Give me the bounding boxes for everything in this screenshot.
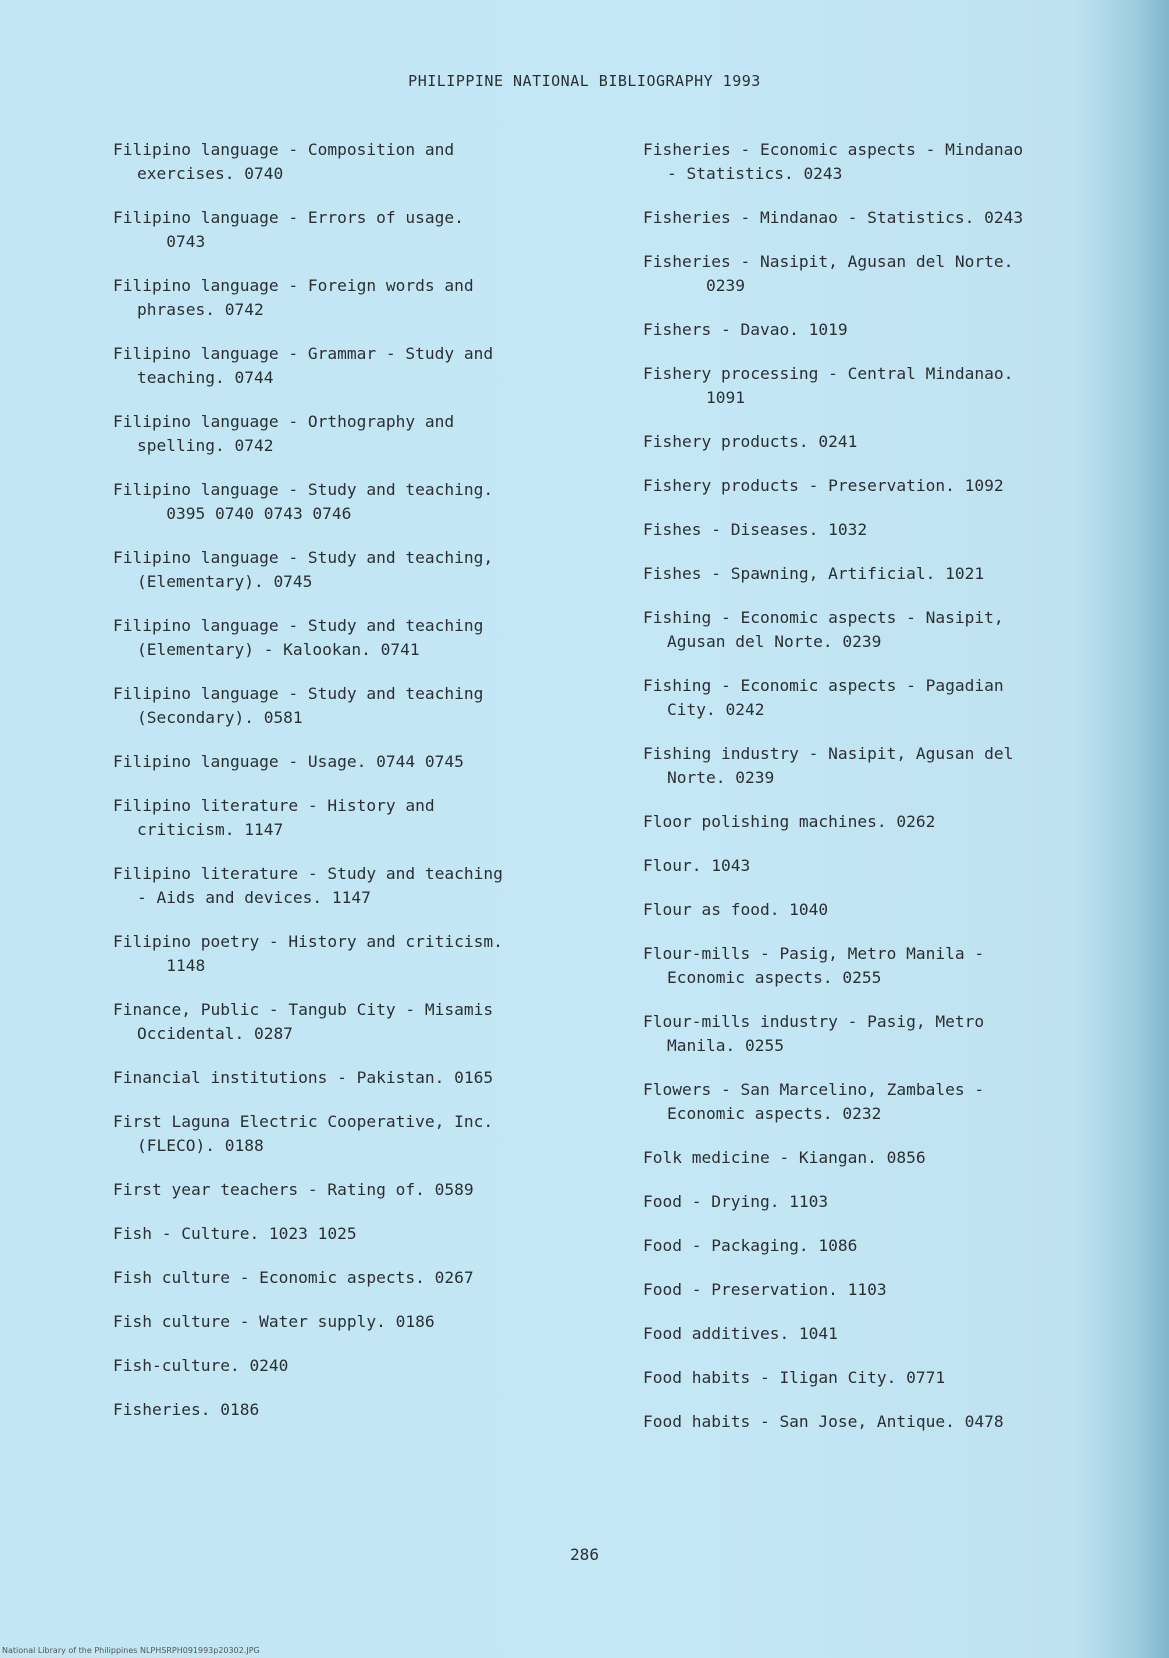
index-entry: Filipino language - Study and teaching. 0395 0740 0743 0746 [113, 480, 494, 523]
index-entry: Fishery processing - Central Mindanao. 1091 [643, 364, 1014, 407]
index-entry: Filipino language - Orthography and spelling. 0742 [113, 412, 455, 455]
index-entry: Fish - Culture. 1023 1025 [113, 1224, 357, 1243]
index-entry: Fishery products - Preservation. 1092 [643, 476, 1004, 495]
index-entry: Fisheries - Nasipit, Agusan del Norte. 0239 [643, 252, 1014, 295]
index-entry: Food additives. 1041 [643, 1324, 838, 1343]
scan-footer: National Library of the Philippines NLPHSRPH091993p20302.JPG [2, 1646, 260, 1655]
index-entry: Filipino language - Study and teaching (Secondary). 0581 [113, 684, 484, 727]
index-entry: Filipino literature - Study and teaching - Aids and devices. 1147 [113, 864, 503, 907]
page-header: PHILIPPINE NATIONAL BIBLIOGRAPHY 1993 [408, 72, 761, 90]
page-number: 286 [570, 1545, 599, 1564]
index-entry: Fishery products. 0241 [643, 432, 858, 451]
left-column [113, 138, 603, 1422]
index-entry: Food - Drying. 1103 [643, 1192, 829, 1211]
index-entry: Filipino poetry - History and criticism. 1148 [113, 932, 503, 975]
index-entry: Filipino literature - History and criticism. 1147 [113, 796, 435, 839]
index-entry: Flour-mills - Pasig, Metro Manila - Economic aspects. 0255 [643, 944, 985, 987]
index-entry: Fisheries - Mindanao - Statistics. 0243 [643, 208, 1024, 227]
index-entry: Fish-culture. 0240 [113, 1356, 289, 1375]
index-entry: Finance, Public - Tangub City - Misamis Occidental. 0287 [113, 1000, 494, 1043]
index-entry: Fishers - Davao. 1019 [643, 320, 848, 339]
index-entry: Food - Packaging. 1086 [643, 1236, 858, 1255]
index-entry: Filipino language - Study and teaching (Elementary) - Kalookan. 0741 [113, 616, 484, 659]
index-entry: Fish culture - Water supply. 0186 [113, 1312, 435, 1331]
index-entry: Food habits - Iligan City. 0771 [643, 1368, 946, 1387]
index-entry: Fishing - Economic aspects - Pagadian City. 0242 [643, 676, 1004, 719]
index-entry: Fishing - Economic aspects - Nasipit, Agusan del Norte. 0239 [643, 608, 1004, 651]
index-entry: Flowers - San Marcelino, Zambales - Economic aspects. 0232 [643, 1080, 985, 1123]
index-entry: Financial institutions - Pakistan. 0165 [113, 1068, 494, 1087]
index-entry: Folk medicine - Kiangan. 0856 [643, 1148, 926, 1167]
index-entry: Flour-mills industry - Pasig, Metro Manila. 0255 [643, 1012, 985, 1055]
index-entry: Fishing industry - Nasipit, Agusan del Norte. 0239 [643, 744, 1014, 787]
index-entry: Flour as food. 1040 [643, 900, 829, 919]
index-entry: Food - Preservation. 1103 [643, 1280, 887, 1299]
index-entry: Filipino language - Grammar - Study and teaching. 0744 [113, 344, 494, 387]
index-entry: Fish culture - Economic aspects. 0267 [113, 1268, 474, 1287]
index-entry: Flour. 1043 [643, 856, 751, 875]
index-entry: First Laguna Electric Cooperative, Inc. (FLECO). 0188 [113, 1112, 494, 1155]
right-column [643, 138, 1123, 1434]
index-entry: Filipino language - Errors of usage. 0743 [113, 208, 464, 251]
index-entry: First year teachers - Rating of. 0589 [113, 1180, 474, 1199]
index-entry: Filipino language - Foreign words and phrases. 0742 [113, 276, 474, 319]
index-entry: Filipino language - Study and teaching, (Elementary). 0745 [113, 548, 494, 591]
index-entry: Fisheries. 0186 [113, 1400, 260, 1419]
index-entry: Fishes - Spawning, Artificial. 1021 [643, 564, 985, 583]
index-entry: Fishes - Diseases. 1032 [643, 520, 868, 539]
index-entry: Filipino language - Composition and exercises. 0740 [113, 140, 455, 183]
index-entry: Floor polishing machines. 0262 [643, 812, 936, 831]
index-entry: Food habits - San Jose, Antique. 0478 [643, 1412, 1004, 1431]
index-entry: Fisheries - Economic aspects - Mindanao - Statistics. 0243 [643, 140, 1024, 183]
index-entry: Filipino language - Usage. 0744 0745 [113, 752, 464, 771]
